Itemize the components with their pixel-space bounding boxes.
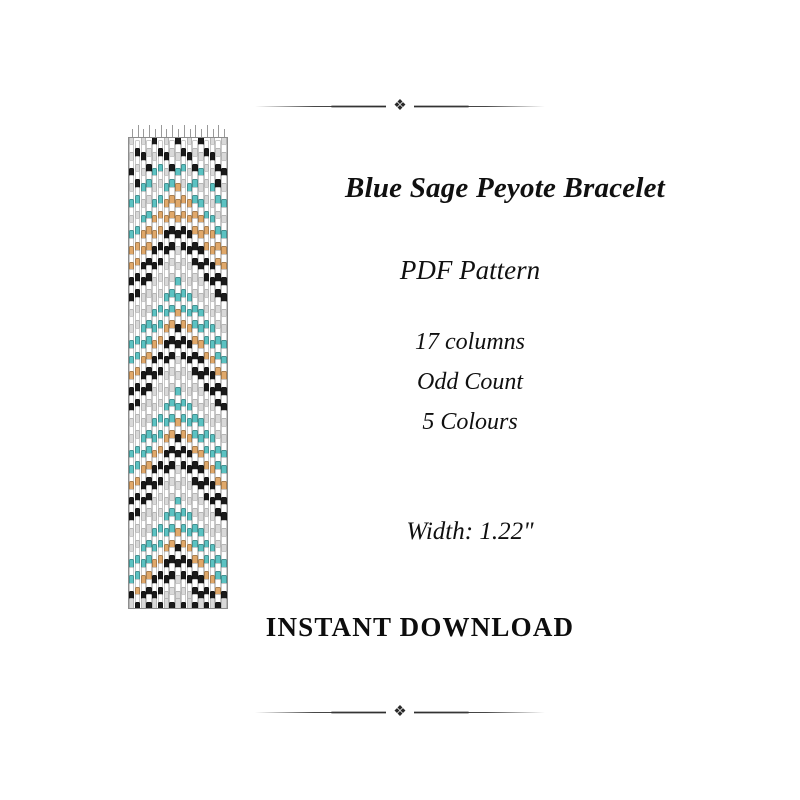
- bead-cell: [192, 602, 197, 609]
- spec-count-type: Odd Count: [416, 369, 523, 395]
- bead-cell: [141, 598, 146, 609]
- bead-cell: [158, 602, 163, 609]
- divider-bottom: [255, 700, 545, 726]
- warp-thread: [224, 129, 225, 137]
- warp-thread: [155, 129, 156, 137]
- divider-top: [255, 94, 545, 120]
- bead-cell: [175, 598, 180, 609]
- warp-thread: [161, 125, 162, 137]
- loom-thread-fringe: [129, 125, 227, 137]
- warp-thread: [172, 125, 173, 137]
- spec-colour-count: 5 Colours: [422, 409, 518, 435]
- bead-cell: [215, 602, 220, 609]
- warp-thread: [195, 125, 196, 137]
- bead-cell: [210, 598, 215, 609]
- document-type-label: PDF Pattern: [399, 255, 541, 285]
- bead-cell: [146, 602, 151, 609]
- instant-download-label: INSTANT DOWNLOAD: [265, 612, 575, 642]
- warp-thread: [149, 125, 150, 137]
- page-title: Blue Sage Peyote Bracelet: [345, 172, 665, 204]
- diamond-ornament-icon: ❖: [393, 97, 407, 114]
- warp-thread: [132, 129, 133, 137]
- bead-cell: [152, 598, 157, 609]
- bead-cell: [135, 602, 140, 609]
- bead-cell: [181, 602, 186, 609]
- bead-cell: [169, 602, 174, 609]
- bead-cell: [198, 598, 203, 609]
- spec-columns: 17 columns: [415, 329, 525, 355]
- bead-cell: [187, 598, 192, 609]
- warp-thread: [184, 125, 185, 137]
- bead-cell: [221, 598, 226, 609]
- divider-rule-left: [255, 710, 386, 716]
- warp-thread: [166, 129, 167, 137]
- warp-thread: [143, 129, 144, 137]
- divider-rule-right: [414, 104, 545, 110]
- bead-cell: [129, 598, 134, 609]
- bead-cell: [204, 602, 209, 609]
- divider-rule-left: [255, 104, 386, 110]
- spec-list: [270, 322, 670, 442]
- warp-thread: [213, 129, 214, 137]
- warp-thread: [190, 129, 191, 137]
- warp-thread: [201, 129, 202, 137]
- warp-thread: [138, 125, 139, 137]
- warp-thread: [178, 129, 179, 137]
- bead-pattern-chart: [128, 125, 228, 609]
- warp-thread: [207, 125, 208, 137]
- diamond-ornament-icon: ❖: [393, 703, 407, 720]
- bead-cell: [164, 598, 169, 609]
- divider-rule-right: [414, 710, 545, 716]
- warp-thread: [218, 125, 219, 137]
- bead-grid: [128, 137, 228, 609]
- width-label: Width: 1.22": [406, 518, 534, 545]
